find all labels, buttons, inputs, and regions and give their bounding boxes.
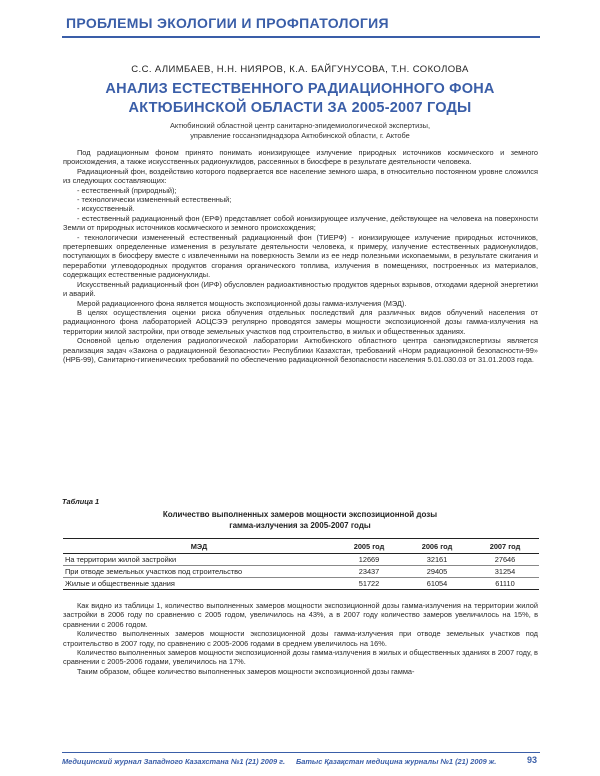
paragraph: Под радиационным фоном принято понимать ионизирующее излучение природных источников космического и земного происхождения, а также искусственных радионуклидов, рассеянных в биосфере в результате деятельности человека. (63, 148, 538, 167)
paragraph: Основной целью отделения радиологической лаборатории Актюбинского областного центра санэпидэкспертизы является реализация задач «Закона о радиационной безопасности» Республики Казахстан, требований «Норм радиационной безопасности-99» (НРБ-99), Санитарно-гигиенических требований по обеспечению радиационной безопасности населения 5.01.030.03 от 31.01.2003 года. (63, 336, 538, 364)
header-divider (62, 36, 540, 38)
paragraph: Как видно из таблицы 1, количество выполненных замеров мощности экспозиционной дозы гамма-излучения на территории жилой застройки в 2006 году по сравнению с 2005 годом, увеличилось на 43%, а в 2007 году количество замеров увеличилось на 15%, в сравнении с 2006 годом. (63, 601, 538, 629)
affiliation-line-2: управление госсанэпиднадзора Актюбинской области, г. Актобе (190, 130, 410, 140)
table-cell: 12669 (335, 554, 403, 566)
paragraph: Радиационный фон, воздействию которого подвергается все население земного шара, в относительно постоянном уровне сложился из следующих составляющих: (63, 166, 538, 186)
table-cell: 23437 (335, 566, 403, 578)
table-cell: 51722 (335, 578, 403, 590)
list-item: - технологически измененный естественный; (77, 195, 232, 205)
affiliation-line-1: Актюбинский областной центр санитарно-эпидемиологической экспертизы, (169, 121, 430, 130)
table-cell: 61054 (403, 578, 471, 590)
table-row (63, 554, 539, 566)
paragraph: Количество выполненных замеров мощности экспозиционной дозы гамма-излучения при отводе земельных участков под строительство в 2007 году, по сравнению с 2005-2006 годами в среднем увеличилось на 16%. (63, 629, 538, 648)
column-header: 2005 год (335, 539, 403, 554)
article-title (60, 80, 540, 118)
paragraph: В целях осуществления оценки риска облучения отдельных последствий для различных видов облучений населения от радиационного фона лабораторией АОЦСЭЭ регулярно проводятся замеры мощности экспозиционной дозы гамма-излучения на территории жилой застройки, при отводе земельных участков под строительство, в жилых и общественных зданиях. (63, 307, 538, 336)
table-cell: 61110 (471, 578, 539, 590)
table-cell: 27646 (471, 554, 539, 566)
measurements-table (63, 538, 539, 590)
paragraph: Таким образом, общее количество выполненных замеров мощности экспозиционной дозы гамма- (77, 666, 415, 676)
footer-journal-kz: Батыс Қазақстан медицина журналы №1 (21) 2009 ж. (296, 757, 497, 766)
article-body (63, 148, 538, 364)
section-header-title: ПРОБЛЕМЫ ЭКОЛОГИИ И ПРОФПАТОЛОГИЯ (66, 15, 389, 31)
table-row (63, 578, 539, 590)
article-title-line-2: АКТЮБИНСКОЙ ОБЛАСТИ ЗА 2005-2007 ГОДЫ (128, 100, 472, 116)
article-authors: С.С. АЛИМБАЕВ, Н.Н. НИЯРОВ, К.А. БАЙГУНУСОВА, Т.Н. СОКОЛОВА (131, 64, 469, 75)
table-cell: При отводе земельных участков под строительство (63, 566, 335, 578)
footer-divider (62, 752, 540, 753)
table-cell: 29405 (403, 566, 471, 578)
table-title-line-1: Количество выполненных замеров мощности экспозиционной дозы (162, 510, 438, 519)
table-row (63, 566, 539, 578)
page-number: 93 (527, 755, 538, 765)
footer-journal-ru: Медицинский журнал Западного Казахстана №1 (21) 2009 г. (62, 757, 286, 766)
table-cell: 31254 (471, 566, 539, 578)
table-title (62, 509, 538, 531)
paragraph: Мерой радиационного фона является мощность экспозиционной дозы гамма-излучения (МЭД). (77, 298, 407, 308)
column-header: 2007 год (471, 539, 539, 554)
column-header: 2006 год (403, 539, 471, 554)
list-item: - искусственный. (77, 204, 135, 214)
table-title-line-2: гамма-излучения за 2005-2007 годы (229, 521, 371, 530)
paragraph: Количество выполненных замеров мощности экспозиционной дозы гамма-излучения в жилых и общественных зданиях в 2007 году, в сравнении с 2005-2006 годами, увеличилось на 17%. (63, 648, 538, 667)
author-affiliation (60, 121, 540, 140)
column-header: МЭД (63, 539, 335, 554)
paragraph: - технологически измененный естественный радиационный фон (ТИЕРФ) - ионизирующее излучение природных источников, претерпевших определенные изменения в результате деятельности человека, к примеру, излучение естественных радионуклидов, поступающих в биосферу вместе с извлеченными на поверхность Земли из ее недр полезными ископаемыми, в результате сжигания и переработки углеводородных продуктов сгорания органического топлива, излучения в помещениях, построенных из материалов, содержащих естественные радионуклиды. (63, 232, 538, 280)
table-caption: Таблица 1 (62, 497, 100, 506)
table-cell: На территории жилой застройки (63, 554, 335, 566)
article-body-continued (63, 601, 538, 676)
table-cell: Жилые и общественные здания (63, 578, 335, 590)
list-item: - естественный (природный); (77, 185, 177, 195)
article-title-line-1: АНАЛИЗ ЕСТЕСТВЕННОГО РАДИАЦИОННОГО ФОНА (105, 81, 495, 97)
paragraph: Искусственный радиационный фон (ИРФ) обусловлен радиоактивностью продуктов ядерных взрывов, отходами ядерной энергетики и аварий. (63, 279, 538, 299)
table-header-row (63, 539, 539, 554)
table-cell: 32161 (403, 554, 471, 566)
paragraph: - естественный радиационный фон (ЕРФ) представляет собой ионизирующее излучение, действующее на человека на поверхности Земли от природных источников космического и земного происхождения; (63, 213, 538, 233)
